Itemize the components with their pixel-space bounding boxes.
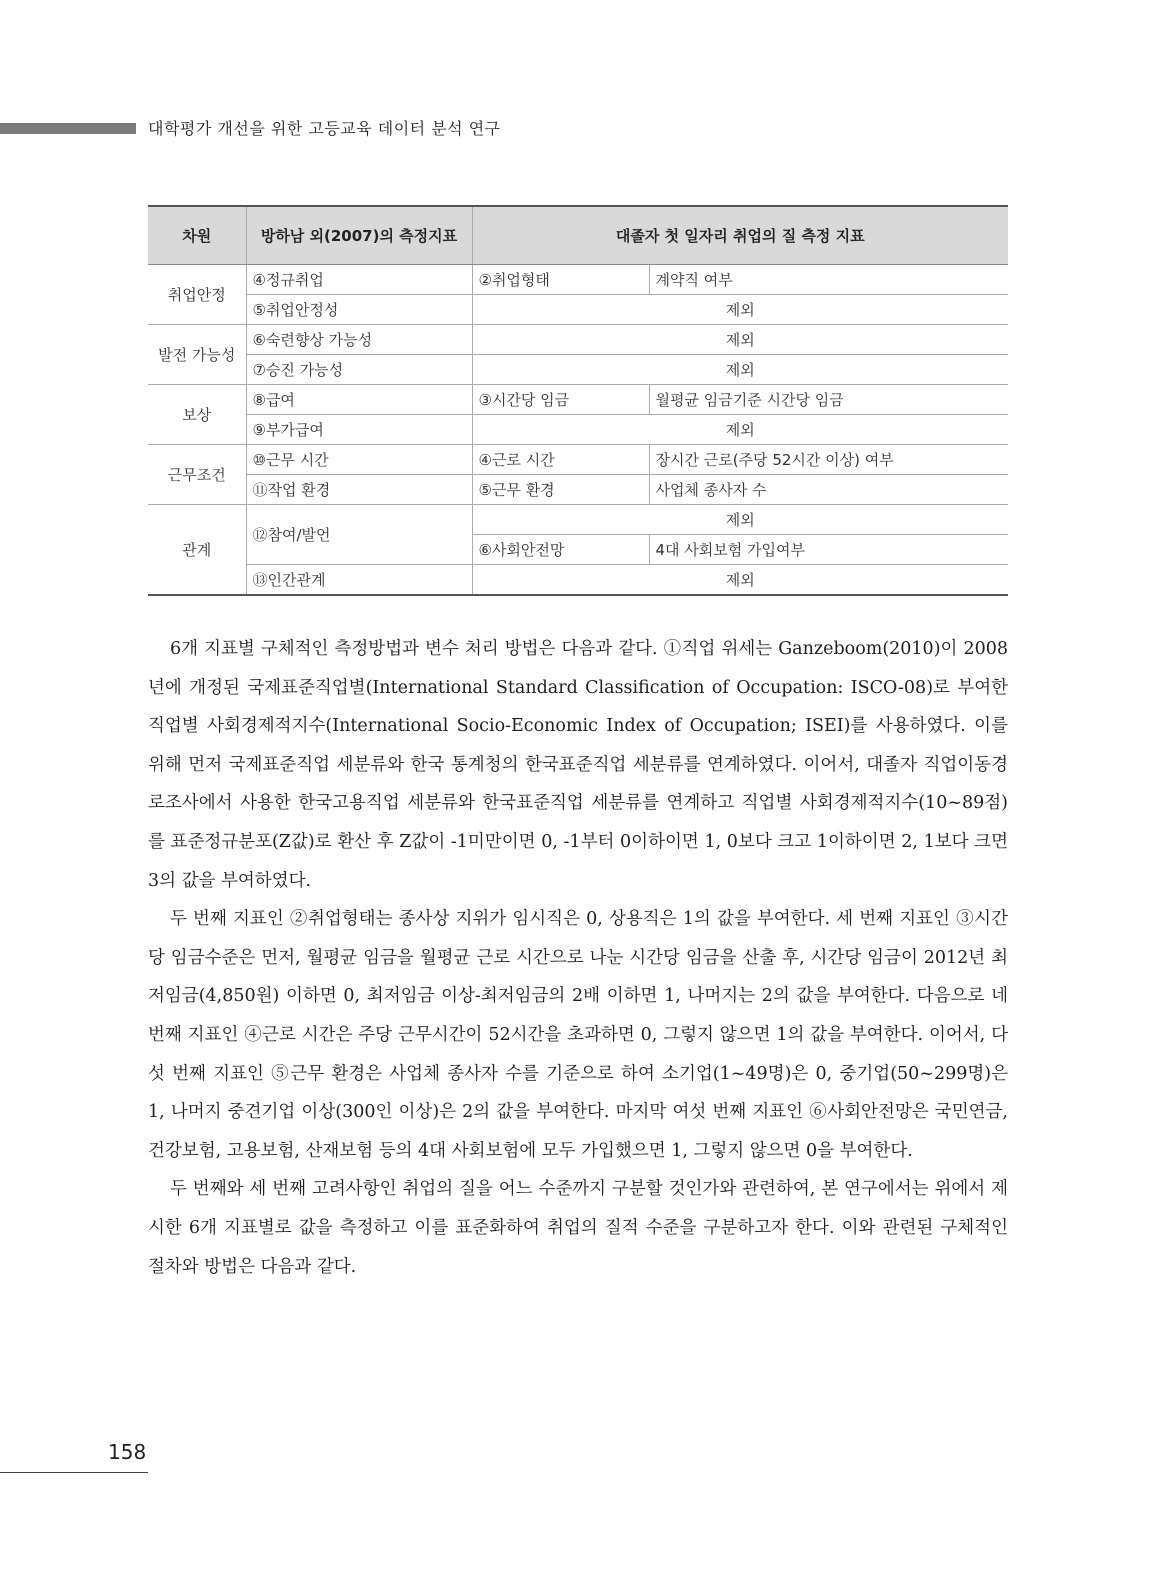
indicator-cell: ⑬인간관계 xyxy=(246,565,472,596)
table-row xyxy=(148,325,1008,355)
desc-cell: 장시간 근로(주당 52시간 이상) 여부 xyxy=(649,445,1008,475)
table-row xyxy=(148,385,1008,415)
excluded-cell: 제외 xyxy=(472,565,1008,596)
indicator-cell: ⑧급여 xyxy=(246,385,472,415)
col-header-dimension: 차원 xyxy=(148,206,246,265)
table-row xyxy=(148,475,1008,505)
indicator-cell: ⑨부가급여 xyxy=(246,415,472,445)
paragraph: 두 번째와 세 번째 고려사항인 취업의 질을 어느 수준까지 구분할 것인가와 관련하여, 본 연구에서는 위에서 제시한 6개 지표별로 값을 측정하고 이를 표준화하여 취업의 질적 수준을 구분하고자 한다. 이와 관련된 구체적인 절차와 방법은 다음과 같다. xyxy=(148,1179,1008,1277)
table-row xyxy=(148,505,1008,535)
measurement-table xyxy=(148,205,1008,596)
dimension-cell: 보상 xyxy=(148,385,246,445)
item-cell: ⑥사회안전망 xyxy=(472,535,649,565)
item-cell: ③시간당 임금 xyxy=(472,385,649,415)
indicator-cell: ⑩근무 시간 xyxy=(246,445,472,475)
running-header: 대학평가 개선을 위한 고등교육 데이터 분석 연구 xyxy=(148,119,501,138)
table-row xyxy=(148,295,1008,325)
table-row xyxy=(148,445,1008,475)
table-row xyxy=(148,355,1008,385)
dimension-cell: 근무조건 xyxy=(148,445,246,505)
desc-cell: 월평균 임금기준 시간당 임금 xyxy=(649,385,1008,415)
excluded-cell: 제외 xyxy=(472,295,1008,325)
dimension-cell: 관계 xyxy=(148,505,246,596)
header-bar xyxy=(0,123,136,134)
dimension-cell: 취업안정 xyxy=(148,265,246,325)
indicator-cell: ⑦승진 가능성 xyxy=(246,355,472,385)
excluded-cell: 제외 xyxy=(472,355,1008,385)
page-number: 158 xyxy=(108,1440,147,1464)
body-text xyxy=(148,630,1008,1286)
item-cell: ②취업형태 xyxy=(472,265,649,295)
col-header-new-indicator: 대졸자 첫 일자리 취업의 질 측정 지표 xyxy=(472,206,1008,265)
paragraph: 6개 지표별 구체적인 측정방법과 변수 처리 방법은 다음과 같다. ①직업 위세는 Ganzeboom(2010)이 2008년에 개정된 국제표준직업별(International Standard Classification of Occupation: ISCO-08)로 부여한 직업별 사회경제적지수(International Socio-Economic Index of Occupation; ISEI)를 사용하였다. 이를 위해 먼저 국제표준직업 세분류와 한국 통계청의 한국표준직업 세분류를 연계하였다. 이어서, 대졸자 직업이동경로조사에서 사용한 한국고용직업 세분류와 한국표준직업 세분류를 연계하고 직업별 사회경제적지수(10~89점)를 표준정규분포(Z값)로 환산 후 Z값이 -1미만이면 0, -1부터 0이하이면 1, 0보다 크고 1이하이면 2, 1보다 크면 3의 값을 부여하였다. xyxy=(148,639,1008,891)
item-cell: ⑤근무 환경 xyxy=(472,475,649,505)
excluded-cell: 제외 xyxy=(472,505,1008,535)
indicator-cell: ⑫참여/발언 xyxy=(246,505,472,565)
indicator-cell: ⑪작업 환경 xyxy=(246,475,472,505)
paragraph: 두 번째 지표인 ②취업형태는 종사상 지위가 임시직은 0, 상용직은 1의 값을 부여한다. 세 번째 지표인 ③시간당 임금수준은 먼저, 월평균 임금을 월평균 근로 시간으로 나눈 시간당 임금을 산출 후, 시간당 임금이 2012년 최저임금(4,850원) 이하면 0, 최저임금 이상-최저임금의 2배 이하면 1, 나머지는 2의 값을 부여한다. 다음으로 네 번째 지표인 ④근로 시간은 주당 근무시간이 52시간을 초과하면 0, 그렇지 않으면 1의 값을 부여한다. 이어서, 다섯 번째 지표인 ⑤근무 환경은 사업체 종사자 수를 기준으로 하여 소기업(1~49명)은 0, 중기업(50~299명)은 1, 나머지 중견기업 이상(300인 이상)은 2의 값을 부여한다. 마지막 여섯 번째 지표인 ⑥사회안전망은 국민연금, 건강보험, 고용보험, 산재보험 등의 4대 사회보험에 모두 가입했으면 1, 그렇지 않으면 0을 부여한다. xyxy=(148,909,1008,1161)
table-row xyxy=(148,415,1008,445)
desc-cell: 4대 사회보험 가입여부 xyxy=(649,535,1008,565)
indicator-cell: ④정규취업 xyxy=(246,265,472,295)
table-row xyxy=(148,565,1008,596)
desc-cell: 계약직 여부 xyxy=(649,265,1008,295)
indicator-cell: ⑥숙련향상 가능성 xyxy=(246,325,472,355)
desc-cell: 사업체 종사자 수 xyxy=(649,475,1008,505)
excluded-cell: 제외 xyxy=(472,325,1008,355)
footer-rule xyxy=(0,1472,148,1473)
table-row xyxy=(148,265,1008,295)
item-cell: ④근로 시간 xyxy=(472,445,649,475)
indicator-cell: ⑤취업안정성 xyxy=(246,295,472,325)
col-header-prior-indicator: 방하남 외(2007)의 측정지표 xyxy=(246,206,472,265)
table-header-row xyxy=(148,206,1008,265)
dimension-cell: 발전 가능성 xyxy=(148,325,246,385)
excluded-cell: 제외 xyxy=(472,415,1008,445)
